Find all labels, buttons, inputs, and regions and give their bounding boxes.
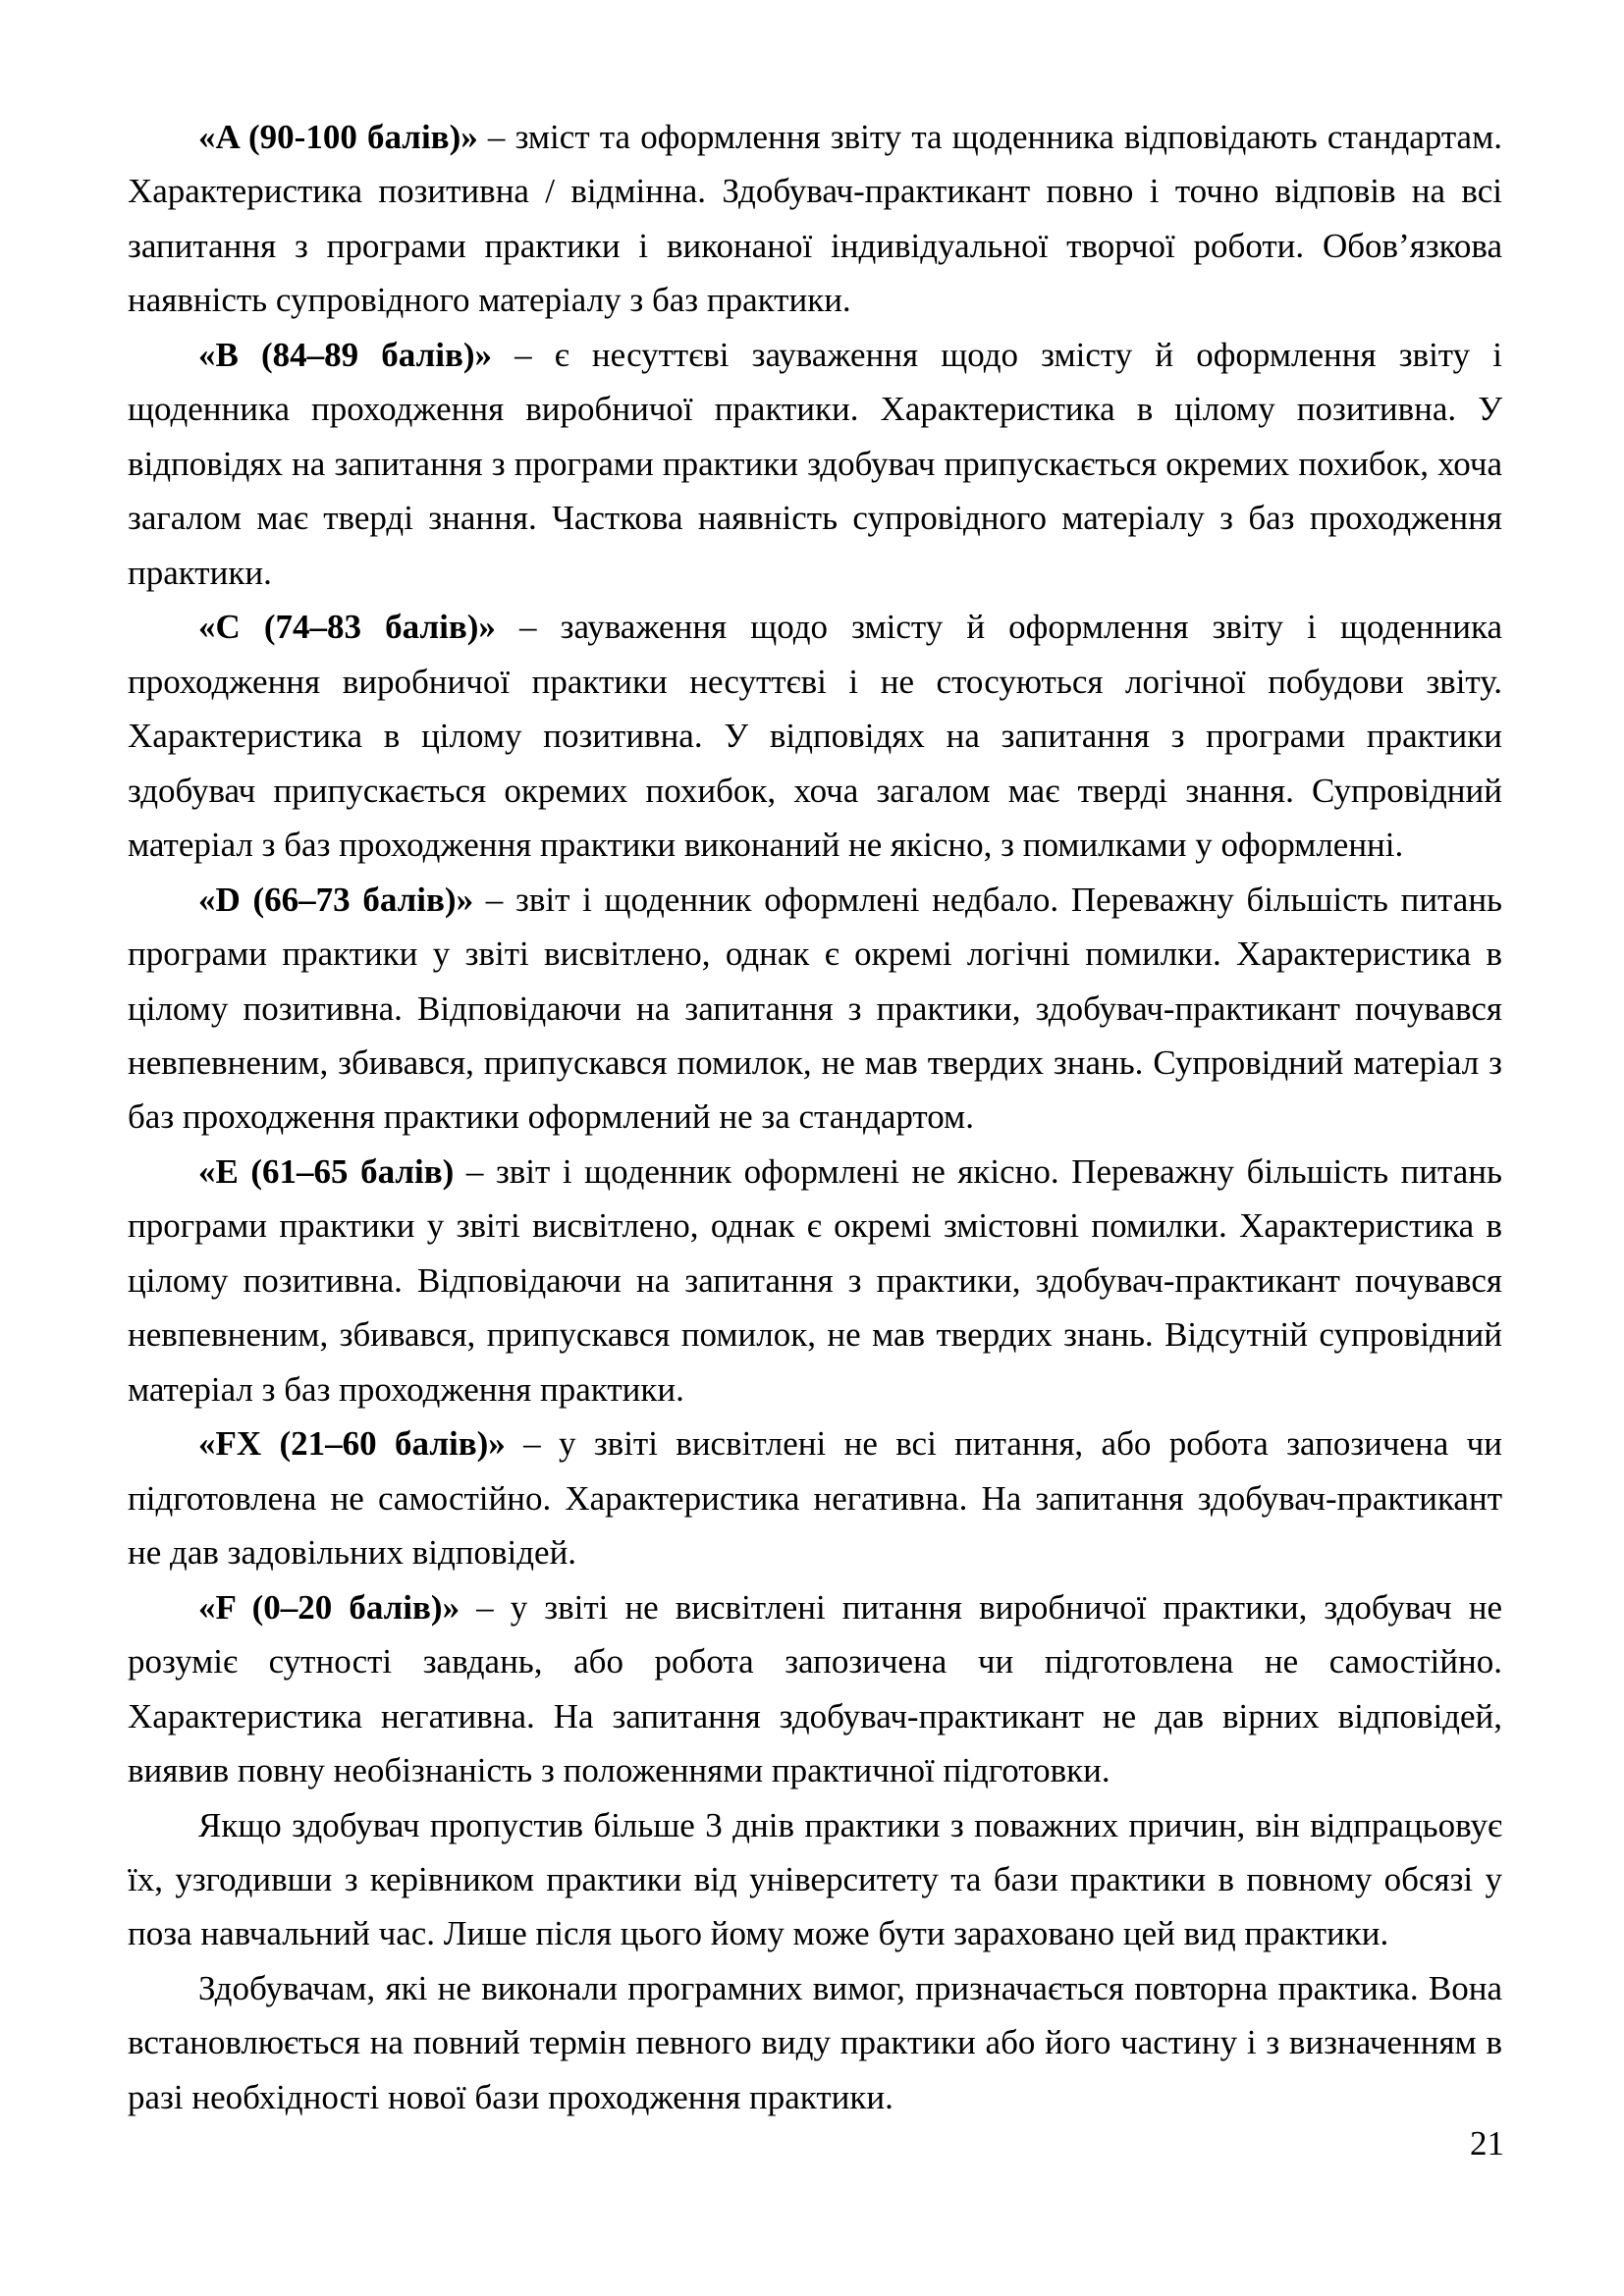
grade-label-b: «B (84–89 балів)»	[198, 335, 492, 374]
grade-body-d: – звіт і щоденник оформлені недбало. Переважну більшість питань програми практики у звіті висвітлено, однак є окремі логічні помилки. Характеристика в цілому позитивна. Відповідаючи на запитання з практики, здобувач-практикант почувався невпевненим, збивався, припускався помилок, не мав твердих знань. Супровідний матеріал з баз проходження практики оформлений не за стандартом.	[128, 880, 1503, 1137]
grade-body-f: – у звіті не висвітлені питання виробничої практики, здобувач не розуміє сутності завдань, або робота запозичена чи підготовлена не самостійно. Характеристика негативна. На запитання здобувач-практикант не дав вірних відповідей, виявив повну необізнаність з положеннями практичної підготовки.	[128, 1587, 1502, 1790]
paragraph-grade-f	[128, 1580, 1502, 1798]
grade-body-e: – звіт і щоденник оформлені не якісно. Переважну більшість питань програми практики у звіті висвітлено, однак є окремі змістовні помилки. Характеристика в цілому позитивна. Відповідаючи на запитання з практики, здобувач-практикант почувався невпевненим, збивався, припускався помилок, не мав твердих знань. Відсутній супровідний матеріал з баз проходження практики.	[128, 1151, 1502, 1409]
paragraph-repeat-practice-rule	[128, 1961, 1502, 2124]
grade-label-f: «F (0–20 балів)»	[198, 1587, 460, 1627]
page-number: 21	[1470, 2124, 1504, 2163]
repeat-practice-rule-text: Здобувачам, які не виконали програмних вимог, призначається повторна практика. Вона встановлюється на повний термін певного виду практики або його частину і з визначенням в разі необхідності нової бази проходження практики.	[128, 1968, 1502, 2116]
grade-body-c: – зауваження щодо змісту й оформлення звіту і щоденника проходження виробничої практики несуттєві і не стосуються логічної побудови звіту. Характеристика в цілому позитивна. У відповідях на запитання з програми практики здобувач припускається окремих похибок, хоча загалом має тверді знання. Супровідний матеріал з баз проходження практики виконаний не якісно, з помилками у оформленні.	[128, 608, 1503, 865]
grade-body-fx: – у звіті висвітлені не всі питання, або робота запозичена чи підготовлена не самостійно. Характеристика негативна. На запитання здобувач-практикант не дав задовільних відповідей.	[128, 1424, 1502, 1573]
paragraph-grade-a	[128, 110, 1502, 328]
grade-label-fx: «FX (21–60 балів)»	[198, 1424, 506, 1464]
grade-label-a: «A (90-100 балів)»	[198, 118, 478, 156]
paragraph-grade-e	[128, 1145, 1502, 1416]
paragraph-missed-days-rule	[128, 1798, 1502, 1961]
missed-days-rule-text: Якщо здобувач пропустив більше 3 днів практики з поважних причин, він відпрацьовує їх, узгодивши з керівником практики від університету та бази практики в повному обсязі у поза навчальний час. Лише після цього йому може бути зараховано цей вид практики.	[128, 1805, 1502, 1953]
page-text-body	[128, 110, 1502, 2124]
paragraph-grade-b	[128, 328, 1502, 600]
grade-label-e: «E (61–65 балів)	[198, 1151, 455, 1191]
grade-label-c: «C (74–83 балів)»	[198, 608, 496, 647]
paragraph-grade-d	[128, 873, 1502, 1145]
paragraph-grade-c	[128, 600, 1502, 872]
grade-label-d: «D (66–73 балів)»	[198, 880, 474, 919]
paragraph-grade-fx	[128, 1416, 1502, 1579]
grade-body-b: – є несуттєві зауваження щодо змісту й оформлення звіту і щоденника проходження виробничої практики. Характеристика в цілому позитивна. У відповідях на запитання з програми практики здобувач припускається окремих похибок, хоча загалом має тверді знання. Часткова наявність супровідного матеріалу з баз проходження практики.	[128, 335, 1502, 592]
grade-body-a: – зміст та оформлення звіту та щоденника відповідають стандартам. Характеристика позитивна / відмінна. Здобувач-практикант повно і точно відповів на всі запитання з програми практики і виконаної індивідуальної творчої роботи. Обов’язкова наявність супровідного матеріалу з баз практики.	[128, 118, 1502, 320]
